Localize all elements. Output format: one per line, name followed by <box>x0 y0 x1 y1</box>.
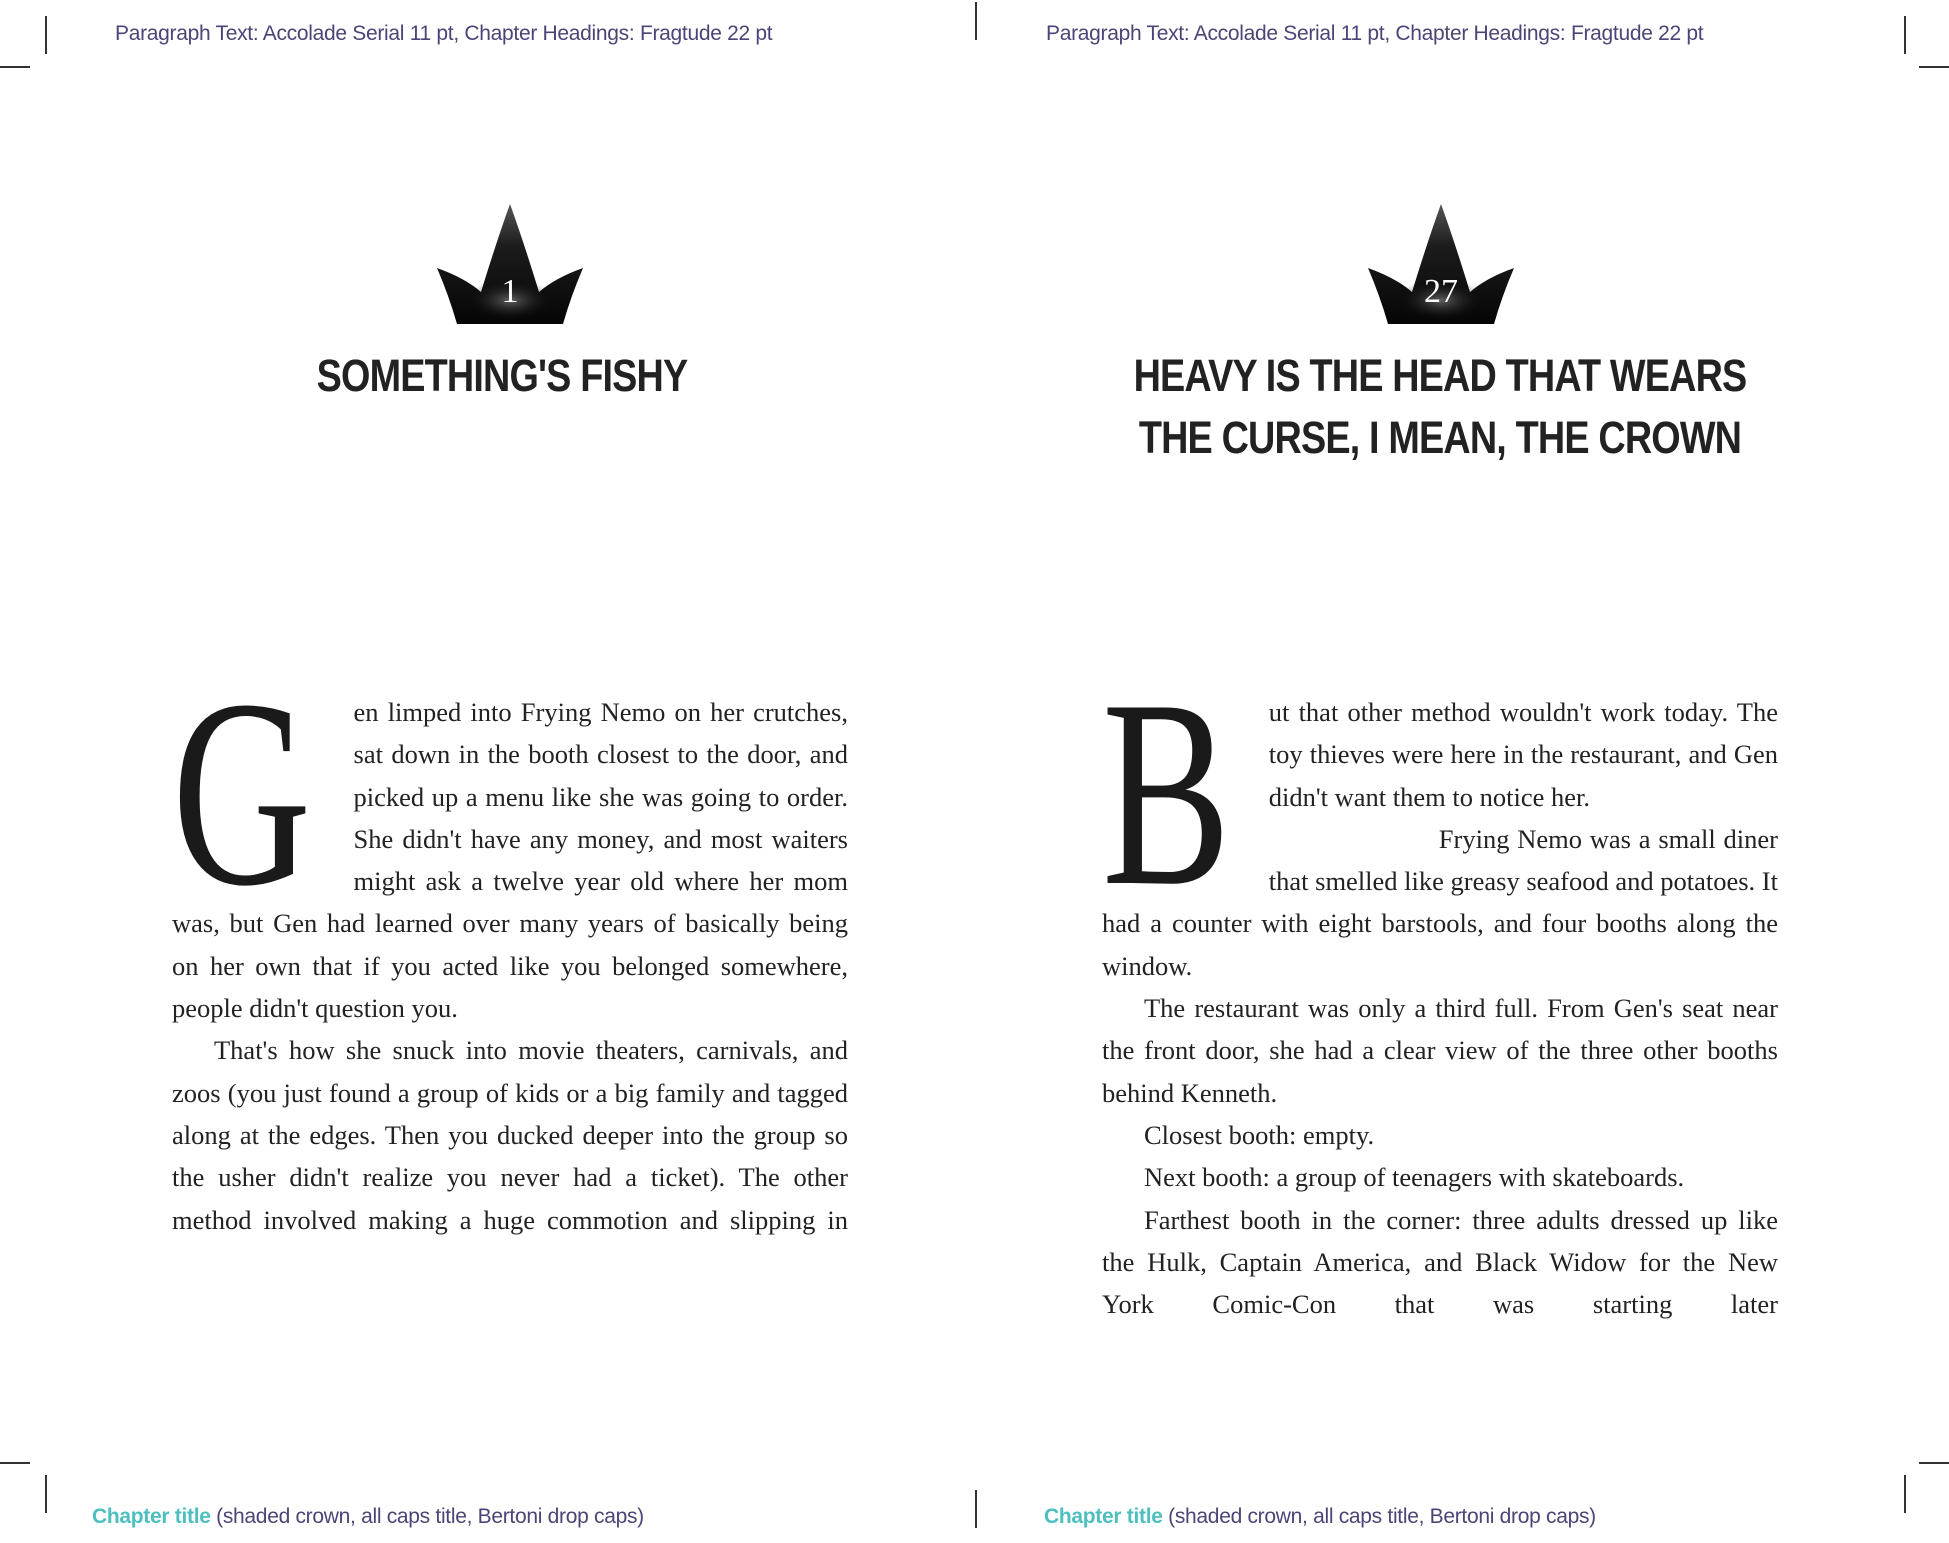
crop-mark <box>0 66 30 68</box>
crop-mark <box>0 1462 30 1464</box>
footer-note <box>92 1505 644 1529</box>
header-note: Paragraph Text: Accolade Serial 11 pt, Chapter Headings: Fragtude 22 pt <box>115 22 773 45</box>
chapter-title <box>1104 345 1776 469</box>
crown-icon <box>1366 200 1516 326</box>
paragraph: The restaurant was only a third full. From Gen's seat near the front door, she had a clear view of the three other booths behind Kenneth. <box>1102 993 1778 1108</box>
footer-note <box>1044 1505 1596 1529</box>
paragraph: en limped into Frying Nemo on her crutches, sat down in the booth closest to the door, and picked up a menu like she was going to order. She didn't have any money, and most waiters might ask a twelve year old where her mom was, but Gen had learned over many years of basically being on her own that if you acted like you belonged somewhere, people didn't question you. <box>172 697 848 1024</box>
paragraph: Frying Nemo was a small diner that smelled like greasy seafood and potatoes. It had a counter with eight barstools, and four booths along the window. <box>1102 823 1778 981</box>
chapter-title-line: THE CURSE, I MEAN, THE CROWN <box>1138 412 1742 463</box>
drop-cap: B <box>1102 644 1231 941</box>
paragraph: That's how she snuck into movie theaters, carnivals, and zoos (you just found a group of kids or a big family and tagged along at the edges. Then you ducked deeper into the group so the usher didn't realize you never had a ticket). The other method involved making a huge commotion and slipping in <box>172 1035 848 1235</box>
footer-accent: Chapter title <box>1044 1505 1163 1528</box>
body-text <box>172 644 848 1241</box>
crop-mark <box>1904 1475 1906 1513</box>
footer-text: (shaded crown, all caps title, Bertoni drop caps) <box>1162 1505 1596 1528</box>
crop-mark <box>45 16 47 54</box>
header-note: Paragraph Text: Accolade Serial 11 pt, Chapter Headings: Fragtude 22 pt <box>1046 22 1704 45</box>
crown-icon <box>435 200 585 326</box>
paragraph: ut that other method wouldn't work today. The toy thieves were here in the restaurant, and Gen didn't want them to notice her. <box>1268 697 1778 812</box>
crop-mark <box>1904 16 1906 54</box>
crop-mark <box>975 1490 977 1528</box>
chapter-title-line: SOMETHING'S FISHY <box>316 350 688 401</box>
crop-mark <box>45 1475 47 1513</box>
chapter-number: 27 <box>1424 273 1458 310</box>
right-page <box>932 0 1906 1543</box>
crop-mark <box>1919 1462 1949 1464</box>
left-page <box>0 0 974 1543</box>
crop-mark <box>975 2 977 40</box>
chapter-number: 1 <box>501 273 519 310</box>
footer-accent: Chapter title <box>92 1505 211 1528</box>
paragraph: Closest booth: empty. <box>1144 1119 1375 1150</box>
paragraph: Next booth: a group of teenagers with skateboards. <box>1144 1162 1685 1193</box>
footer-text: (shaded crown, all caps title, Bertoni drop caps) <box>210 1505 644 1528</box>
chapter-title-line: HEAVY IS THE HEAD THAT WEARS <box>1133 350 1747 401</box>
body-text <box>1102 644 1778 1325</box>
chapter-title <box>225 345 779 407</box>
paragraph: Farthest booth in the corner: three adults dressed up like the Hulk, Captain America, and Black Widow for the New York Comic-Con that was starting later <box>1102 1204 1778 1320</box>
crop-mark <box>1919 66 1949 68</box>
drop-cap: G <box>172 644 312 941</box>
